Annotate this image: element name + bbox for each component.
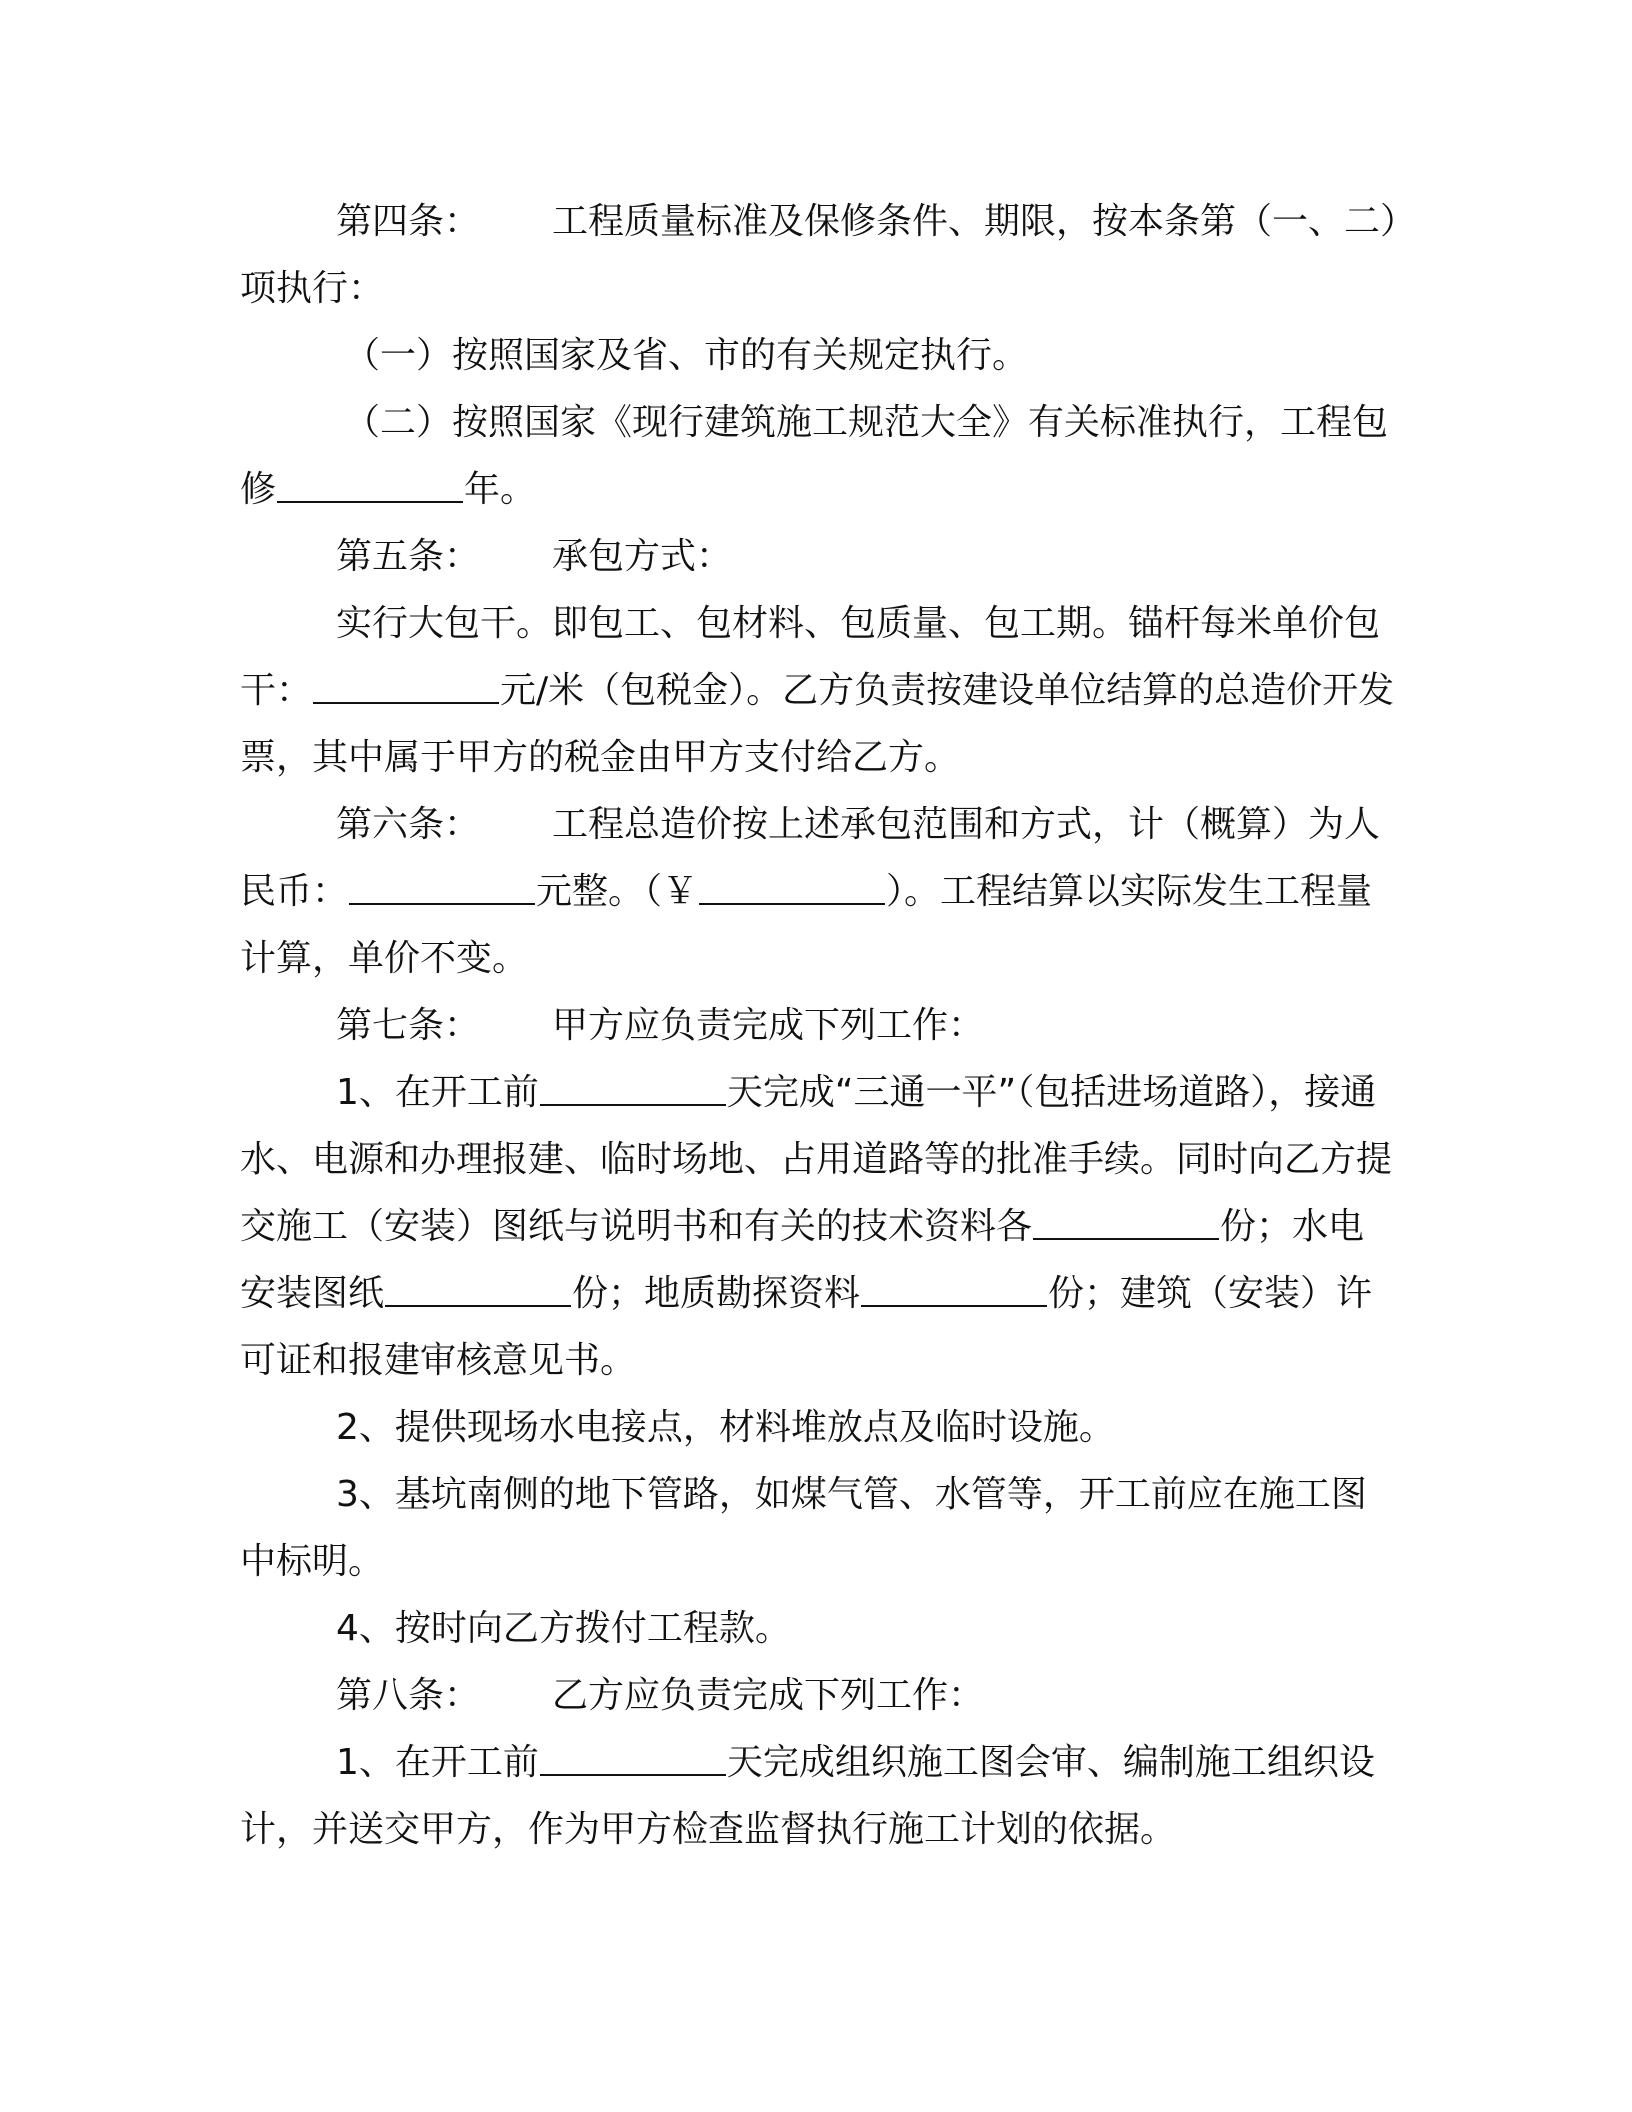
article-6-heading: 第六条： — [336, 804, 481, 845]
article-4-item-1: （一）按照国家及省、市的有关规定执行。 — [344, 335, 1029, 376]
article-8-item-1-text-2: 天完成组织施工图会审、编制施工组织设计，并送交甲方，作为甲方检查监督执行施工计划的依据。 — [240, 1742, 1375, 1850]
article-6-text-2: 元整。（￥ — [536, 871, 699, 912]
article-7-item-1 — [240, 1059, 1400, 1394]
article-7-item-4: 4、按时向乙方拨付工程款。 — [336, 1608, 791, 1649]
article-7-heading: 第七条： — [336, 1005, 481, 1046]
article-7 — [240, 992, 1400, 1059]
article-7-item-1-text: 1、在开工前 — [336, 1072, 539, 1113]
drawing-copies-blank — [1033, 1208, 1219, 1240]
article-5-text: 承包方式： — [552, 536, 733, 577]
days-before-start-blank — [540, 1074, 726, 1106]
unit-price-blank — [313, 672, 499, 704]
article-4 — [240, 188, 1400, 322]
document-body — [240, 188, 1400, 1863]
article-5 — [240, 523, 1400, 590]
article-5-para-1-end: 元/米（包税金）。乙方负责按建设单位结算的总造价开发票，其中属于甲方的税金由甲方支付给乙方。 — [240, 670, 1395, 778]
design-days-blank — [540, 1744, 726, 1776]
warranty-years-blank — [277, 471, 463, 503]
article-8-item-1 — [240, 1729, 1400, 1863]
article-7-item-1-text-2: 天完成“三通一平”（包括进场道路），接通水、电源和办理报建、临时场地、占用道路等的批准手续。同时向乙方提交施工（安装）图纸与说明书和有关的技术资料各 — [240, 1072, 1393, 1247]
article-4-item-2-text: （二）按照国家《现行建筑施工规范大全》有关标准执行，工程包修 — [240, 402, 1389, 510]
article-4-item-2 — [240, 389, 1400, 523]
total-price-figure-blank — [699, 873, 885, 905]
article-8-text: 乙方应负责完成下列工作： — [552, 1675, 985, 1716]
article-7-item-1-text-3: 份；水电安装图纸 — [240, 1206, 1365, 1314]
article-7-item-3: 3、基坑南侧的地下管路，如煤气管、水管等，开工前应在施工图中标明。 — [240, 1474, 1367, 1582]
total-price-words-blank — [349, 873, 535, 905]
article-7-item-1-text-4: 份；地质勘探资料 — [572, 1273, 861, 1314]
article-7-item-2: 2、提供现场水电接点，材料堆放点及临时设施。 — [336, 1407, 1115, 1448]
article-6-text: 工程总造价按上述承包范围和方式，计（概算）为人民币： — [240, 804, 1381, 912]
article-6-text-3: ）。工程结算以实际发生工程量计算，单价不变。 — [240, 871, 1373, 979]
utility-drawing-copies-blank — [385, 1275, 571, 1307]
article-4-heading: 第四条： — [336, 201, 481, 242]
article-8-heading: 第八条： — [336, 1675, 481, 1716]
article-8-item-1-text: 1、在开工前 — [336, 1742, 539, 1783]
article-4-item-2-end: 年。 — [464, 469, 537, 510]
article-8 — [240, 1662, 1400, 1729]
article-7-item-1-text-5: 份；建筑（安装）许可证和报建审核意见书。 — [240, 1273, 1373, 1381]
article-4-text: 工程质量标准及保修条件、期限，按本条第（一、二）项执行： — [240, 201, 1399, 309]
article-5-heading: 第五条： — [336, 536, 481, 577]
article-7-text: 甲方应负责完成下列工作： — [552, 1005, 985, 1046]
geology-copies-blank — [861, 1275, 1047, 1307]
article-6 — [240, 791, 1400, 992]
article-5-para-1 — [240, 590, 1400, 791]
article-5-para-1-text: 实行大包干。即包工、包材料、包质量、包工期。锚杆每米单价包干： — [240, 603, 1381, 711]
